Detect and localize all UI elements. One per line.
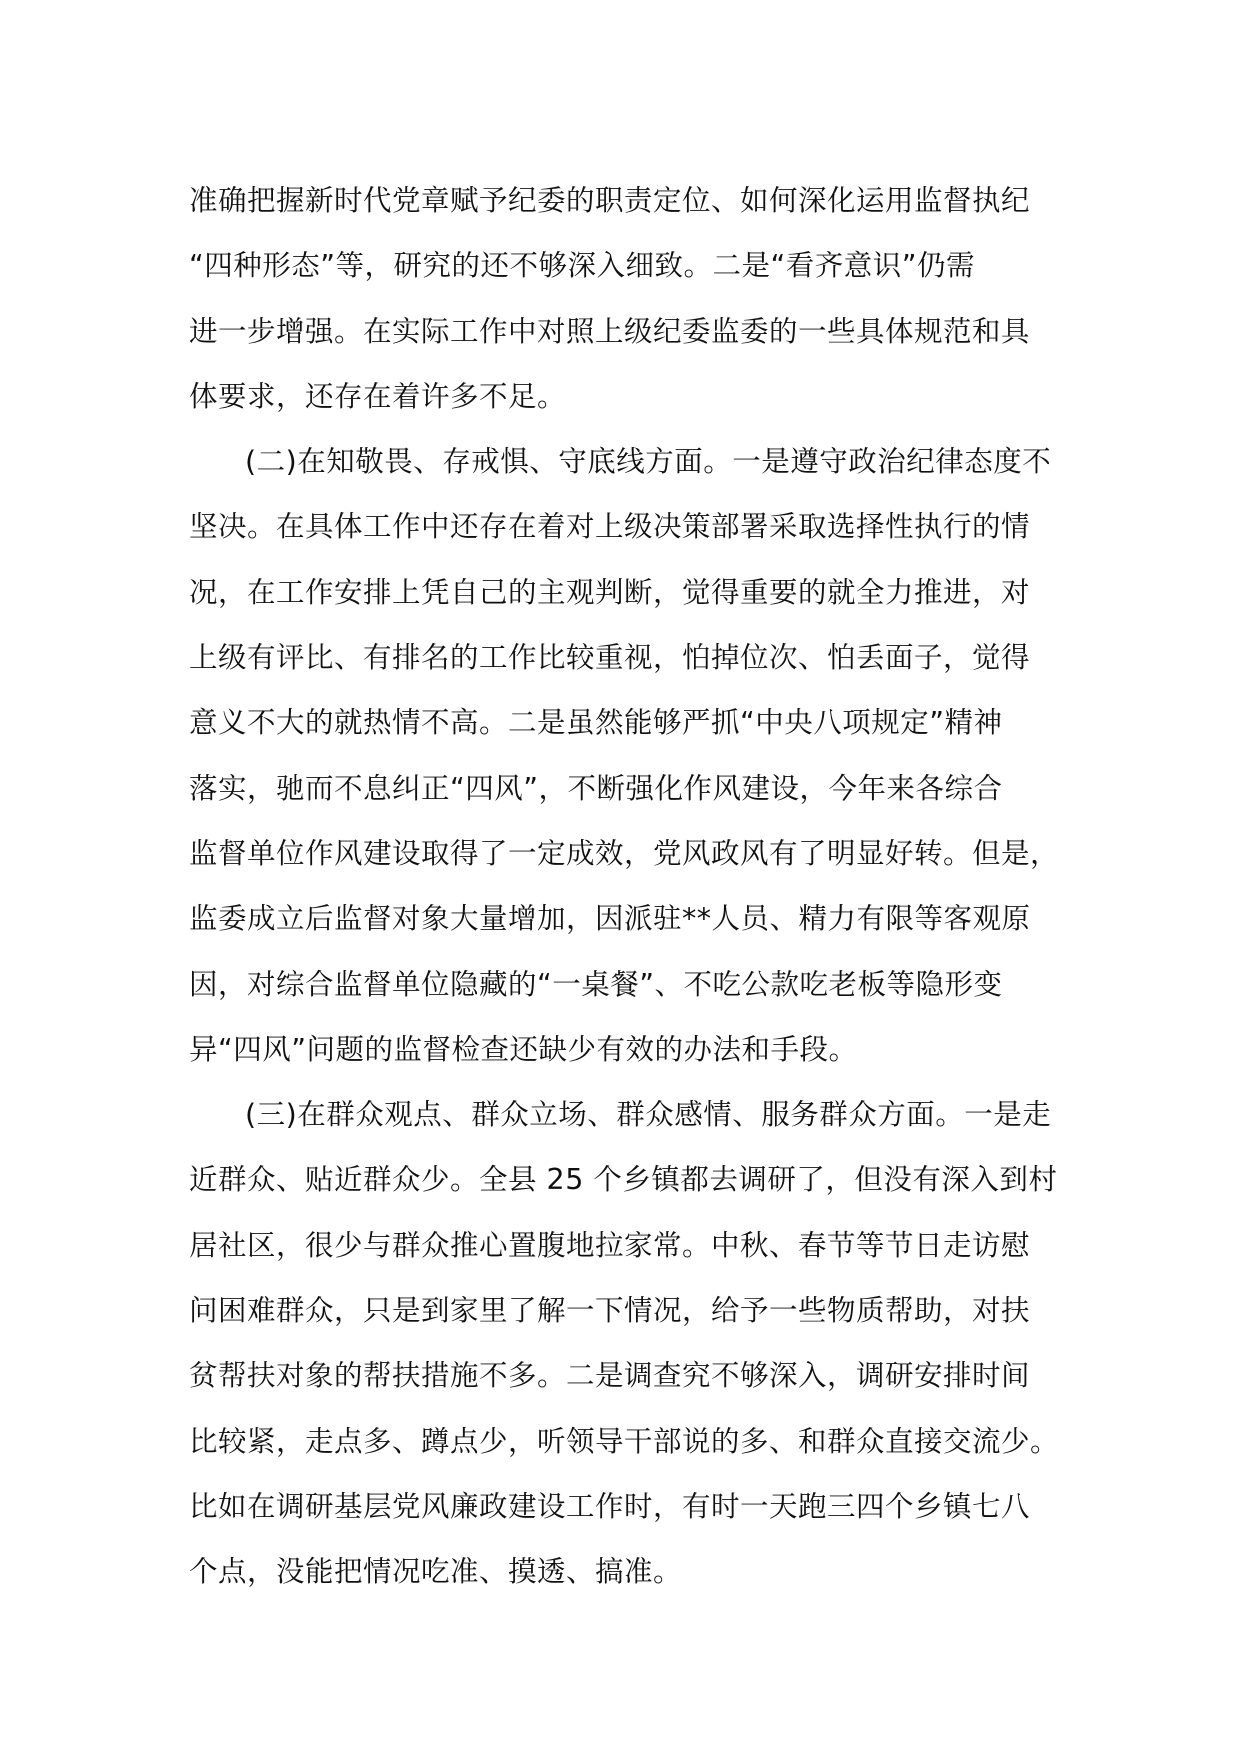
text-line: 体要求，还存在着许多不足。 (189, 379, 567, 413)
text-line: 监督单位作风建设取得了一定成效，党风政风有了明显好转。但是， (189, 836, 1060, 870)
text-line: 居社区，很少与群众推心置腹地拉家常。中秋、春节等节日走访慰 (189, 1228, 1031, 1262)
text-line: 比较紧，走点多、蹲点少，听领导干部说的多、和群众直接交流少。 (189, 1424, 1060, 1458)
paragraph-heading-line: (三)在群众观点、群众立场、群众感情、服务群众方面。一是走 (245, 1098, 1052, 1132)
paragraph-heading-line: (二)在知敬畏、存戒惧、守底线方面。一是遵守政治纪律态度不 (245, 445, 1052, 479)
text-line: 意义不大的就热情不高。二是虽然能够严抓“中央八项规定”精神 (189, 706, 1003, 740)
text-line: 异“四风”问题的监督检查还缺少有效的办法和手段。 (189, 1032, 858, 1066)
text-line: 个点，没能把情况吃准、摸透、搞准。 (189, 1555, 683, 1589)
text-line: “四种形态”等，研究的还不够深入细致。二是“看齐意识”仍需 (189, 249, 976, 283)
text-line: 上级有评比、有排名的工作比较重视，怕掉位次、怕丢面子，觉得 (189, 641, 1031, 675)
text-line: 监委成立后监督对象大量增加，因派驻**人员、精力有限等客观原 (189, 902, 1031, 936)
text-line: 近群众、贴近群众少。全县 25 个乡镇都去调研了，但没有深入到村 (189, 1163, 1058, 1197)
text-line: 准确把握新时代党章赋予纪委的职责定位、如何深化运用监督执纪 (189, 184, 1031, 217)
text-line: 坚决。在具体工作中还存在着对上级决策部署采取选择性执行的情 (189, 510, 1031, 544)
text-line: 贫帮扶对象的帮扶措施不多。二是调查究不够深入，调研安排时间 (189, 1359, 1031, 1393)
text-line: 比如在调研基层党风廉政建设工作时，有时一天跑三四个乡镇七八 (189, 1489, 1031, 1523)
text-line: 问困难群众，只是到家里了解一下情况，给予一些物质帮助，对扶 (189, 1294, 1031, 1328)
text-line: 因，对综合监督单位隐藏的“一桌餐”、不吃公款吃老板等隐形变 (189, 967, 1003, 1001)
text-line: 进一步增强。在实际工作中对照上级纪委监委的一些具体规范和具 (189, 314, 1031, 348)
text-line: 况，在工作安排上凭自己的主观判断，觉得重要的就全力推进，对 (189, 575, 1031, 609)
document-body (189, 168, 1069, 1605)
text-line: 落实，驰而不息纠正“四风”，不断强化作风建设，今年来各综合 (189, 771, 1003, 805)
